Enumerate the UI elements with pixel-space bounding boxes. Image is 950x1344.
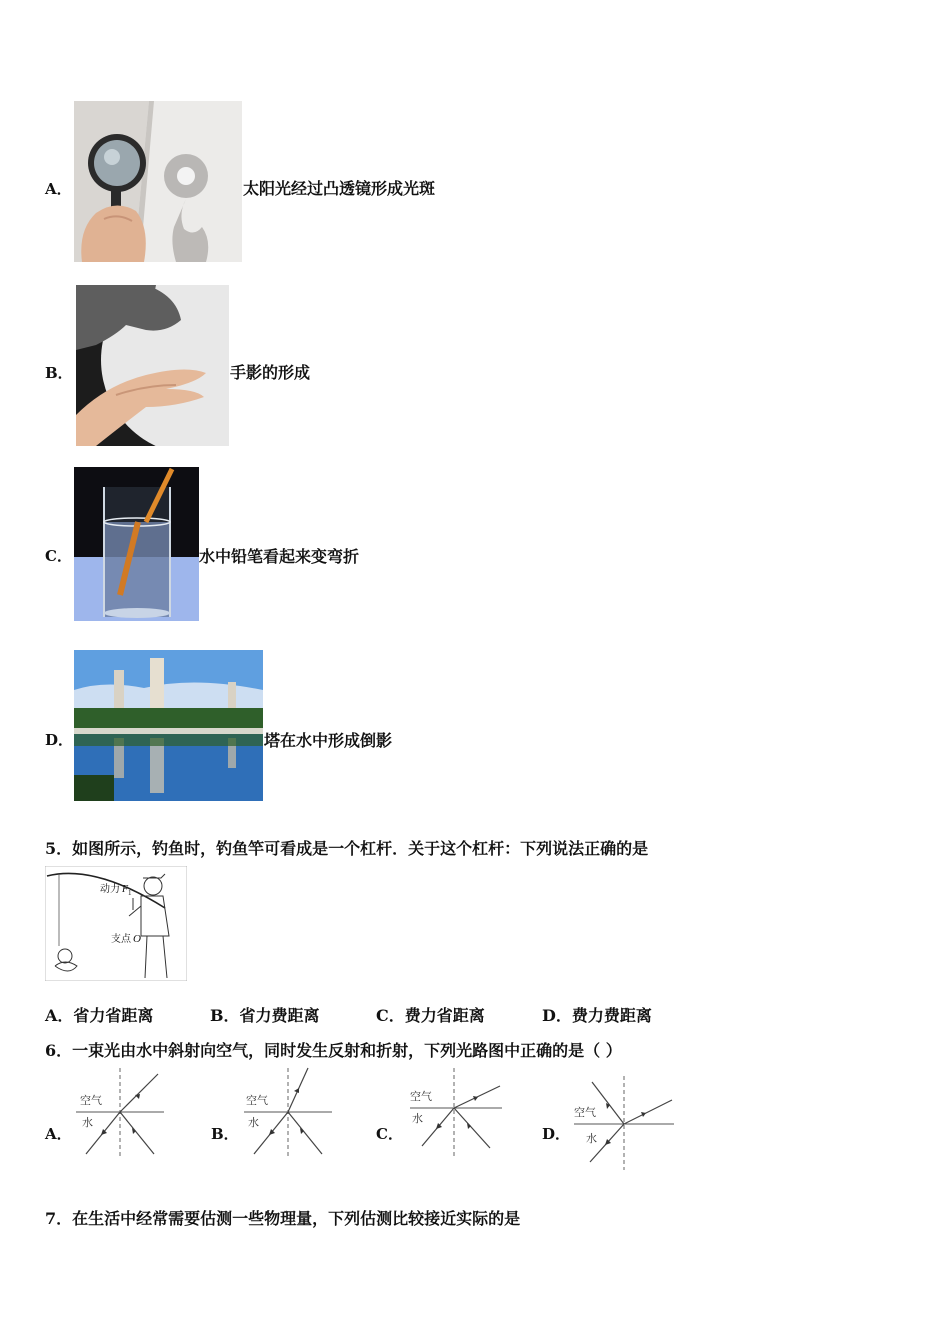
option-letter: B． [210, 1006, 240, 1025]
question-7-text: 7．在生活中经常需要估测一些物理量，下列估测比较接近实际的是 [45, 1209, 521, 1228]
q5-option-d[interactable] [542, 1003, 652, 1026]
option-caption: 塔在水中形成倒影 [264, 731, 393, 750]
magnifier-light-spot-photo [74, 101, 242, 262]
q6-option-c-letter[interactable]: C． [376, 1125, 403, 1143]
option-letter: C． [45, 547, 72, 565]
air-label: 空气 [574, 1107, 596, 1119]
option-letter: D． [45, 731, 74, 749]
force-subscript: 1 [128, 889, 132, 897]
option-letter: A． [45, 1006, 74, 1025]
air-label: 空气 [80, 1095, 102, 1107]
option-letter: A． [45, 180, 72, 198]
fulcrum-label: 支点 [111, 934, 131, 945]
water-label: 水 [412, 1113, 423, 1125]
option-text: 省力费距离 [239, 1006, 320, 1025]
option-letter: C． [376, 1006, 405, 1025]
water-label: 水 [82, 1117, 93, 1129]
option-caption: 手影的形成 [230, 363, 311, 382]
option-text: 费力省距离 [404, 1006, 485, 1025]
q6-option-b-letter[interactable]: B． [211, 1125, 239, 1143]
question-5-text: 5．如图所示，钓鱼时，钓鱼竿可看成是一个杠杆．关于这个杠杆：下列说法正确的是 [45, 839, 649, 858]
pencil-in-water-photo [74, 467, 199, 621]
force-label: 动力 [100, 884, 120, 895]
q5-option-a[interactable] [45, 1003, 153, 1026]
q6-diagram-c [408, 1066, 504, 1158]
option-letter: D． [542, 1006, 572, 1025]
air-label: 空气 [246, 1095, 268, 1107]
q5-option-c[interactable] [376, 1003, 485, 1026]
water-label: 水 [586, 1133, 597, 1145]
option-caption: 水中铅笔看起来变弯折 [199, 547, 360, 566]
fishing-rod-lever-figure [45, 866, 187, 981]
fulcrum-symbol: O [133, 933, 141, 945]
q6-diagram-d [572, 1072, 676, 1172]
q6-diagram-a [74, 1066, 166, 1158]
force-symbol: F [122, 884, 129, 895]
air-label: 空气 [410, 1091, 432, 1103]
option-text: 费力费距离 [571, 1006, 652, 1025]
pagoda-reflection-photo [74, 650, 263, 801]
q5-option-b[interactable] [210, 1003, 320, 1026]
water-label: 水 [248, 1117, 259, 1129]
option-caption: 太阳光经过凸透镜形成光斑 [243, 179, 436, 198]
question-6-text: 6．一束光由水中斜射向空气，同时发生反射和折射，下列光路图中正确的是（ ） [45, 1041, 622, 1060]
hand-shadow-photo [76, 285, 229, 446]
option-text: 省力省距离 [73, 1006, 154, 1025]
q6-option-d-letter[interactable]: D． [542, 1125, 571, 1143]
q6-diagram-b [242, 1066, 334, 1158]
option-letter: B． [45, 364, 73, 382]
q6-option-a-letter[interactable]: A． [45, 1125, 72, 1143]
